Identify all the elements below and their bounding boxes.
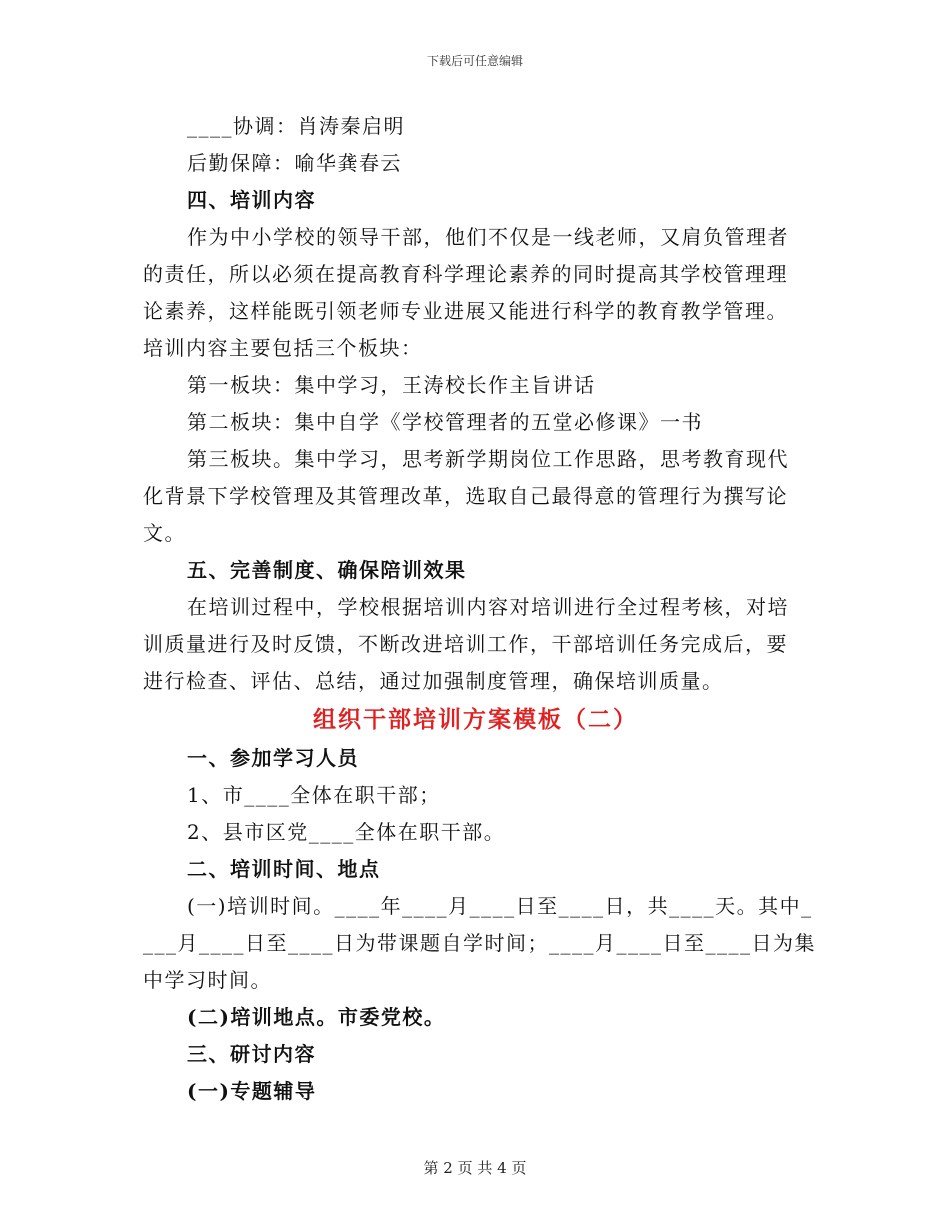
paragraph: 文。 <box>143 521 186 545</box>
paragraph: ____协调：肖涛秦启明 <box>187 114 405 138</box>
page-footer: 第 2 页 共 4 页 <box>423 1159 527 1177</box>
paragraph: 论素养，这样能既引领老师专业进展又能进行科学的教育教学管理。 <box>143 299 788 323</box>
paragraph: 第二板块：集中自学《学校管理者的五堂必修课》一书 <box>187 410 703 434</box>
paragraph: 的责任，所以必须在提高教育科学理论素养的同时提高其学校管理理 <box>143 262 788 286</box>
paragraph: 第一板块：集中学习，王涛校长作主旨讲话 <box>187 373 596 397</box>
section-heading: (二)培训地点。市委党校。 <box>187 1005 446 1029</box>
page-header: 下载后可任意编辑 <box>426 54 523 68</box>
paragraph: 后勤保障：喻华龚春云 <box>187 151 402 175</box>
paragraph: 1、市____全体在职干部； <box>187 783 441 807</box>
paragraph: 在培训过程中，学校根据培训内容对培训进行全过程考核，对培 <box>187 595 789 619</box>
paragraph: 培训内容主要包括三个板块： <box>143 336 423 360</box>
paragraph: (一)培训时间。____年____月____日至____日，共____天。其中_ <box>187 894 813 918</box>
document-title: 组织干部培训方案模板（二） <box>313 706 638 733</box>
paragraph: 化背景下学校管理及其管理改革，选取自己最得意的管理行为撰写论 <box>143 484 788 508</box>
section-heading: 二、培训时间、地点 <box>187 857 381 881</box>
paragraph: 作为中小学校的领导干部，他们不仅是一线老师，又肩负管理者 <box>187 225 789 249</box>
section-heading: 五、完善制度、确保陪训效果 <box>187 558 467 582</box>
paragraph: ___月____日至____日为带课题自学时间；____月____日至____日为集 <box>143 931 816 955</box>
section-heading: (一)专题辅导 <box>187 1079 317 1103</box>
section-heading: 四、培训内容 <box>187 188 316 212</box>
paragraph: 训质量进行及时反馈，不断改进培训工作，干部培训任务完成后，要 <box>143 632 788 656</box>
paragraph: 2、县市区党____全体在职干部。 <box>187 820 506 844</box>
paragraph: 第三板块。集中学习，思考新学期岗位工作思路，思考教育现代 <box>187 447 789 471</box>
section-heading: 一、参加学习人员 <box>187 746 359 770</box>
paragraph: 中学习时间。 <box>143 968 272 992</box>
section-heading: 三、研讨内容 <box>187 1042 316 1066</box>
paragraph: 进行检查、评估、总结，通过加强制度管理，确保培训质量。 <box>143 669 724 693</box>
document-body <box>143 108 816 1110</box>
